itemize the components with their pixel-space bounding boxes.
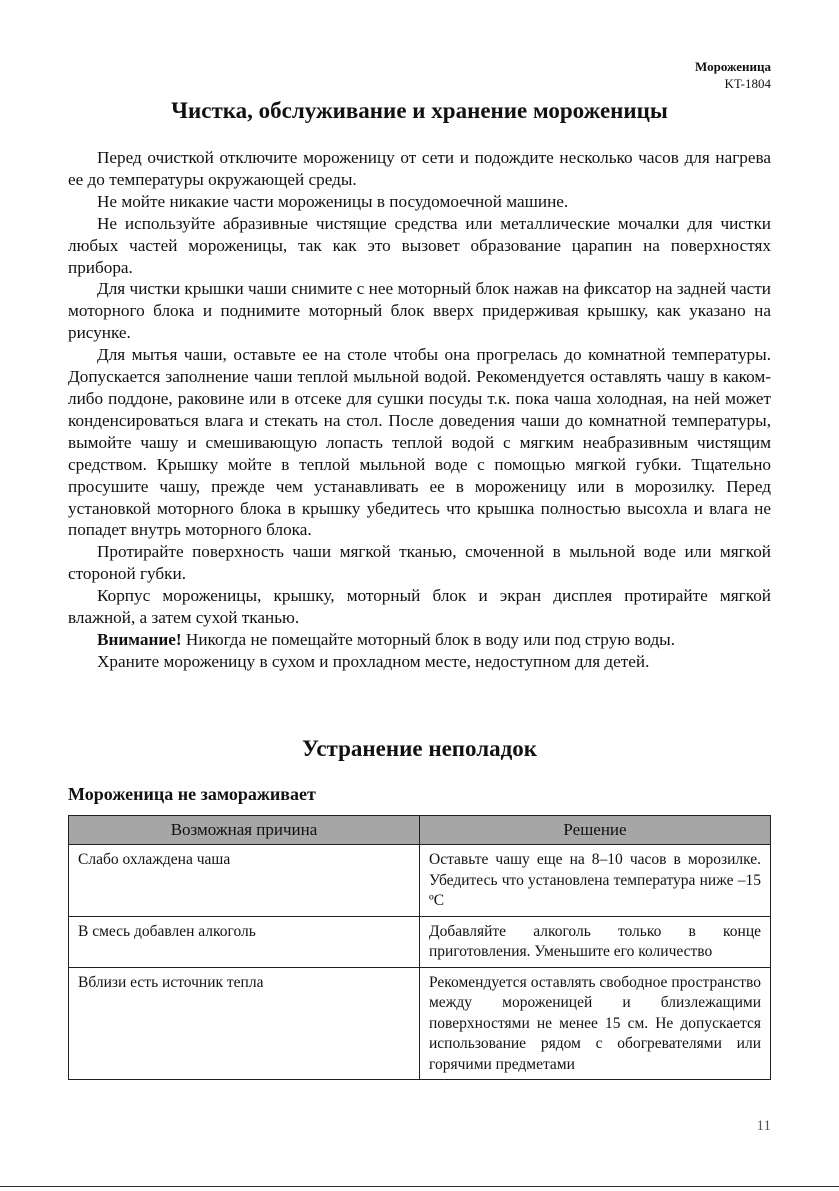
table-row [69,916,771,967]
troubleshooting-table [68,815,771,1080]
troubleshooting-section-title: Устранение неполадок [301,736,538,761]
header-product-name: Мороженица [694,59,771,74]
problem-subheading: Мороженица не замораживает [68,784,316,804]
table-row [69,845,771,917]
table-row [69,967,771,1080]
warning-text: Никогда не помещайте моторный блок в воду или под струю воды. [181,629,676,649]
cause-cell: В смесь добавлен алкоголь [69,916,420,967]
solution-cell: Оставьте чашу еще на 8–10 часов в морозилке. Убедитесь что установлена температура ниже –15 ºС [420,845,771,917]
warning-paragraph [68,629,771,651]
page-bottom-divider [0,1186,839,1187]
table-header-row [69,816,771,845]
cleaning-instructions [68,147,771,673]
paragraph: Храните мороженицу в сухом и прохладном месте, недоступном для детей. [97,651,650,671]
page-number: 11 [756,1118,771,1134]
header-model-number: KT-1804 [724,76,771,91]
cause-cell: Слабо охлаждена чаша [69,845,420,917]
warning-label: Внимание! [97,629,182,649]
solution-cell: Рекомендуется оставлять свободное пространство между мороженицей и близлежащими поверхностями не менее 15 см. Не допускается использование рядом с обогревателями или горячими предметами [420,967,771,1080]
column-header-cause: Возможная причина [69,816,420,845]
cause-cell: Вблизи есть источник тепла [69,967,420,1080]
page-header [695,58,771,92]
paragraph: Корпус мороженицы, крышку, моторный блок и экран дисплея протирайте мягкой влажной, а затем сухой тканью. [68,586,771,628]
solution-cell: Добавляйте алкоголь только в конце приготовления. Уменьшите его количество [420,916,771,967]
column-header-solution: Решение [420,816,771,845]
paragraph: Для чистки крышки чаши снимите с нее моторный блок нажав на фиксатор на задней части моторного блока и поднимите моторный блок вверх придерживая крышку, как указано на рисунке. [68,279,771,343]
paragraph: Протирайте поверхность чаши мягкой тканью, смоченной в мыльной воде или мягкой стороной губки. [68,542,771,584]
cleaning-section-title: Чистка, обслуживание и хранение мороженицы [171,98,668,123]
paragraph: Не мойте никакие части мороженицы в посудомоечной машине. [97,191,569,211]
paragraph: Не используйте абразивные чистящие средства или металлические мочалки для чистки любых частей мороженицы, так как это вызовет образование царапин на поверхностях прибора. [68,213,771,277]
paragraph: Перед очисткой отключите мороженицу от сети и подождите несколько часов для нагрева ее до температуры окружающей среды. [68,148,771,189]
paragraph: Для мытья чаши, оставьте ее на столе чтобы она прогрелась до комнатной температуры. Допускается заполнение чаши теплой мыльной водой. Рекомендуется оставлять чашу в каком-либо поддоне, раковине или в отсеке для сушки посуды т.к. пока чаша холодная, на ней может конденсироваться влага и стекать на стол. После доведения чаши до комнатной температуры, вымойте чашу и смешивающую лопасть теплой водой с мягким неабразивным чистящим средством. Крышку мойте в теплой мыльной воде с помощью мягкой губки. Тщательно просушите чашу, прежде чем устанавливать ее в мороженицу или в морозилку. Перед установкой моторного блока в крышку убедитесь что крышка полностью высохла и влага не попадет внутрь моторного блока. [68,345,771,540]
